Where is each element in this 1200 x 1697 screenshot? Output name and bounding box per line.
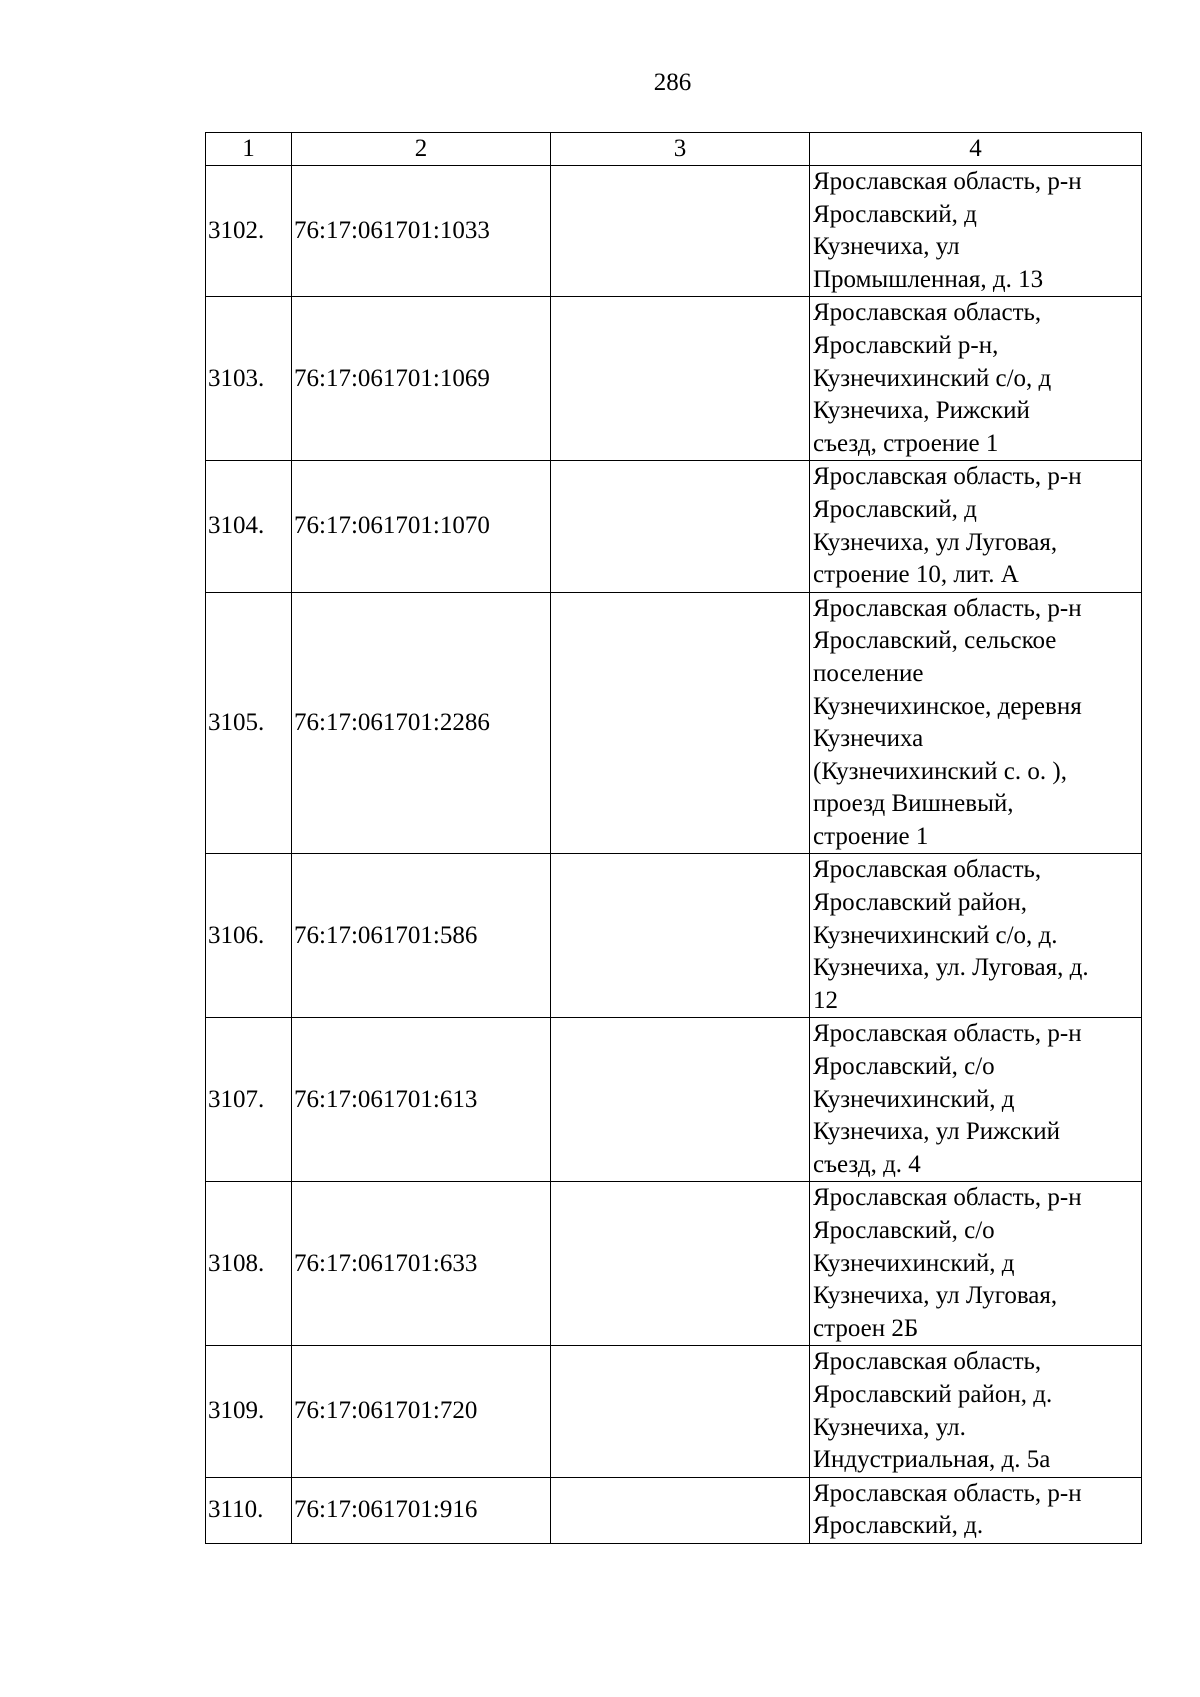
table-row [206, 592, 1142, 854]
table-row [206, 1182, 1142, 1346]
table-row [206, 1018, 1142, 1182]
address: Ярославская область, р-н Ярославский, сельское поселение Кузнечихинское, деревня Кузнечиха (Кузнечихинский с. о. ), проезд Вишневый, строение 1 [810, 592, 1142, 854]
empty-cell [551, 166, 810, 297]
cadastral-number: 76:17:061701:720 [292, 1346, 551, 1477]
table-header [206, 133, 1142, 166]
header-col-1: 1 [206, 133, 292, 166]
cadastral-number: 76:17:061701:586 [292, 854, 551, 1018]
address: Ярославская область, р-н Ярославский, д Кузнечиха, ул Промышленная, д. 13 [810, 166, 1142, 297]
table-row [206, 461, 1142, 592]
header-col-3: 3 [551, 133, 810, 166]
cadastral-number: 76:17:061701:1033 [292, 166, 551, 297]
address: Ярославская область, Ярославский р-н, Кузнечихинский с/о, д Кузнечиха, Рижский съезд, строение 1 [810, 297, 1142, 461]
header-row [206, 133, 1142, 166]
cadastral-number: 76:17:061701:633 [292, 1182, 551, 1346]
empty-cell [551, 1346, 810, 1477]
cadastral-number: 76:17:061701:613 [292, 1018, 551, 1182]
table-row [206, 166, 1142, 297]
address: Ярославская область, Ярославский район, Кузнечихинский с/о, д. Кузнечиха, ул. Луговая, д. 12 [810, 854, 1142, 1018]
empty-cell [551, 854, 810, 1018]
address: Ярославская область, р-н Ярославский, д. [810, 1477, 1142, 1543]
row-number: 3103. [206, 297, 292, 461]
row-number: 3107. [206, 1018, 292, 1182]
address: Ярославская область, р-н Ярославский, с/о Кузнечихинский, д Кузнечиха, ул Рижский съезд, д. 4 [810, 1018, 1142, 1182]
row-number: 3106. [206, 854, 292, 1018]
cadastral-number: 76:17:061701:1069 [292, 297, 551, 461]
header-col-2: 2 [292, 133, 551, 166]
row-number: 3105. [206, 592, 292, 854]
address: Ярославская область, Ярославский район, д. Кузнечиха, ул. Индустриальная, д. 5а [810, 1346, 1142, 1477]
empty-cell [551, 297, 810, 461]
empty-cell [551, 1477, 810, 1543]
cadastral-number: 76:17:061701:2286 [292, 592, 551, 854]
row-number: 3109. [206, 1346, 292, 1477]
cadastral-number: 76:17:061701:1070 [292, 461, 551, 592]
address: Ярославская область, р-н Ярославский, д Кузнечиха, ул Луговая, строение 10, лит. А [810, 461, 1142, 592]
row-number: 3110. [206, 1477, 292, 1543]
table-body [206, 166, 1142, 1544]
table-row [206, 297, 1142, 461]
row-number: 3104. [206, 461, 292, 592]
table-row [206, 854, 1142, 1018]
empty-cell [551, 461, 810, 592]
empty-cell [551, 1018, 810, 1182]
table-row [206, 1346, 1142, 1477]
cadastral-number: 76:17:061701:916 [292, 1477, 551, 1543]
property-table [205, 132, 1142, 1544]
page-number: 286 [653, 69, 692, 96]
empty-cell [551, 1182, 810, 1346]
table-row [206, 1477, 1142, 1543]
empty-cell [551, 592, 810, 854]
header-col-4: 4 [810, 133, 1142, 166]
address: Ярославская область, р-н Ярославский, с/о Кузнечихинский, д Кузнечиха, ул Луговая, строен 2Б [810, 1182, 1142, 1346]
row-number: 3102. [206, 166, 292, 297]
row-number: 3108. [206, 1182, 292, 1346]
